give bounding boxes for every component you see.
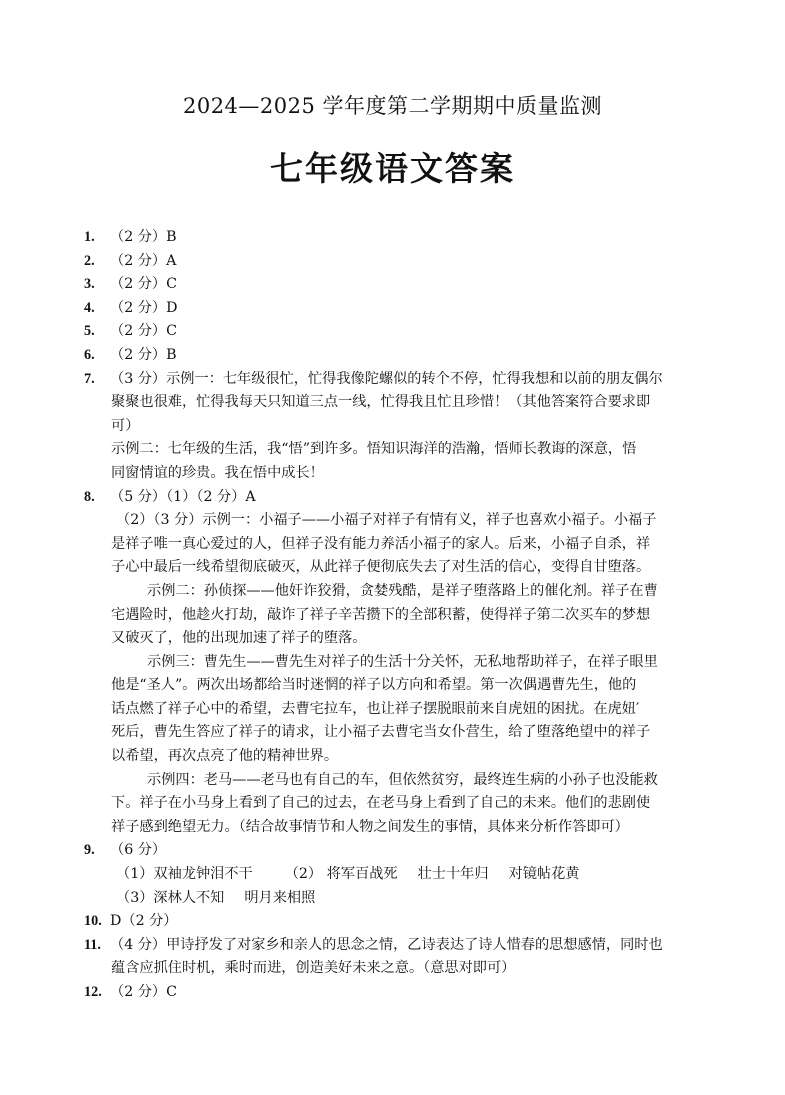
- answer-item-7: [84, 368, 706, 486]
- answer-line: 示例三：曹先生——曹先生对祥子的生活十分关怀，无私地帮助祥子，在祥子眼里: [147, 653, 658, 670]
- answer-list: [84, 226, 706, 1005]
- question-number: 9.: [84, 842, 95, 859]
- answer-item-11: [84, 934, 706, 981]
- answer-line: 可）: [111, 417, 140, 434]
- answer-line: （3 分）示例一：七年级很忙，忙得我像陀螺似的转个不停，忙得我想和以前的朋友偶尔: [110, 370, 663, 387]
- answer-text: （2 分）B: [110, 346, 177, 363]
- poem-line: 壮士十年归: [417, 866, 489, 883]
- answer-line: 以希望，再次点亮了他的精神世界。: [111, 748, 339, 765]
- answer-item-6: [84, 344, 706, 368]
- answer-line: 子心中最后一线希望彻底破灭，从此祥子便彻底失去了对生活的信心，变得自甘堕落。: [111, 559, 651, 576]
- answer-line: 是祥子唯一真心爱过的人，但祥子没有能力养活小福子的家人。后来，小福子自杀，祥: [111, 535, 651, 552]
- answer-line: [84, 863, 706, 887]
- question-number: 6.: [84, 346, 95, 363]
- answer-text: （2 分）B: [110, 229, 177, 245]
- question-number: 5.: [84, 323, 95, 340]
- answer-text: （2 分）A: [110, 252, 177, 269]
- answer-line: （5 分）（1）（2 分）A: [110, 488, 256, 505]
- poem-line: （3）深林人不知: [116, 889, 225, 906]
- answer-line: 话点燃了祥子心中的希望，去曹宅拉车，也让祥子摆脱眼前来自虎妞的困扰。在虎妞′: [111, 700, 640, 717]
- answer-line: 示例二：孙侦探——他奸诈狡猾，贪婪残酷，是祥子堕落路上的催化剂。祥子在曹: [147, 582, 658, 599]
- answer-line: [84, 887, 706, 911]
- page-title: 七年级语文答案: [270, 149, 515, 188]
- answer-text: （2 分）D: [110, 299, 178, 316]
- answer-item-10: [84, 910, 706, 934]
- answer-text: （2 分）C: [110, 276, 177, 293]
- answer-text: D（2 分）: [110, 913, 178, 930]
- question-number: 11.: [84, 936, 101, 953]
- question-number: 4.: [84, 299, 95, 316]
- question-number: 3.: [84, 276, 95, 293]
- poem-line: 对镜帖花黄: [508, 866, 580, 883]
- answer-item-9: [84, 839, 706, 910]
- poem-line: （1）双袖龙钟泪不干: [116, 866, 253, 883]
- answer-item-4: [84, 297, 706, 321]
- answer-line: 聚聚也很难，忙得我每天只知道三点一线，忙得我且忙且珍惜！（其他答案符合要求即: [111, 394, 651, 411]
- answer-line: 祥子感到绝望无力。（结合故事情节和人物之间发生的事情，具体来分析作答即可）: [111, 818, 629, 835]
- answer-line: 下。祥子在小马身上看到了自己的过去，在老马身上看到了自己的未来。他们的悲剧使: [111, 795, 651, 812]
- poem-line: （2） 将军百战死: [284, 866, 398, 883]
- answer-line: 示例四：老马——老马也有自己的车，但依然贫穷，最终连生病的小孙子也没能救: [147, 771, 658, 788]
- answer-item-8: [84, 486, 706, 840]
- poem-line: 明月来相照: [244, 889, 316, 906]
- answer-line: 死后，曹先生答应了祥子的请求，让小福子去曹宅当女仆营生，给了堕落绝望中的祥子: [111, 724, 651, 741]
- answer-item-1: [84, 226, 706, 250]
- answer-line: （2）（3 分）示例一：小福子——小福子对祥子有情有义，祥子也喜欢小福子。小福子: [116, 512, 657, 529]
- answer-item-5: [84, 320, 706, 344]
- answer-line: （4 分）甲诗抒发了对家乡和亲人的思念之情，乙诗表达了诗人惜春的思想感情，同时也: [110, 936, 663, 953]
- answer-line: 他是“圣人”。两次出场都给当时迷惘的祥子以方向和希望。第一次偶遇曹先生，他的: [111, 677, 637, 694]
- question-number: 7.: [84, 370, 95, 387]
- header: [0, 90, 785, 120]
- question-number: 8.: [84, 488, 95, 505]
- question-number: 12.: [84, 984, 102, 1000]
- answer-line: 宅遇险时，他趁火打劫，敲诈了祥子辛苦攒下的全部积蓄，使得祥子第二次买车的梦想: [111, 606, 651, 623]
- answer-line: 蕴含应抓住时机，乘时而进，创造美好未来之意。（意思对即可）: [111, 960, 516, 977]
- answer-item-3: [84, 273, 706, 297]
- answer-line: 同窗情谊的珍贵。我在悟中成长！: [111, 464, 324, 481]
- answer-line: 示例二：七年级的生活，我“悟”到许多。悟知识海洋的浩瀚，悟师长教诲的深意，悟: [111, 441, 637, 458]
- answer-item-2: [84, 250, 706, 274]
- answer-text: （2 分）C: [110, 984, 177, 1000]
- question-number: 1.: [84, 229, 95, 245]
- question-number: 2.: [84, 252, 95, 269]
- answer-line: 又破灭了，他的出现加速了祥子的堕落。: [111, 630, 367, 647]
- answer-score: （6 分）: [110, 842, 167, 859]
- answer-item-12: [84, 981, 706, 1005]
- answer-text: （2 分）C: [110, 323, 177, 340]
- question-number: 10.: [84, 913, 102, 930]
- exam-subtitle: 2024—2025 学年度第二学期期中质量监测: [182, 94, 603, 118]
